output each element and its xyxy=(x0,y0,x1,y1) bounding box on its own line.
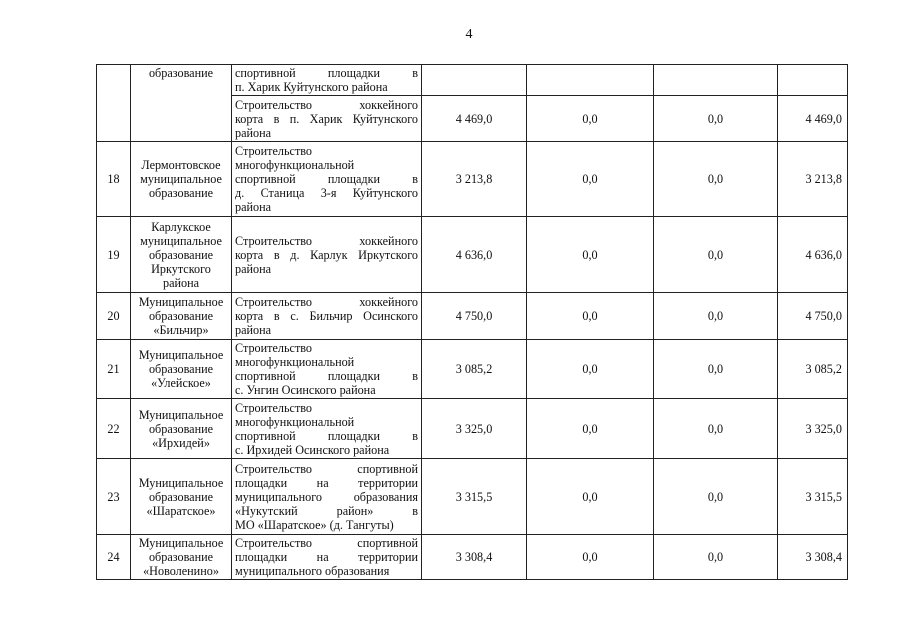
value-cell: 0,0 xyxy=(527,142,654,217)
total-cell: 3 315,5 xyxy=(422,459,527,535)
object-line: Строительство xyxy=(235,400,313,415)
org-cell xyxy=(131,293,232,340)
table-row xyxy=(97,293,848,340)
page-number: 4 xyxy=(465,27,473,42)
object-cell xyxy=(232,65,422,96)
object-cell xyxy=(232,340,422,399)
object-line: Строительство спортивной xyxy=(235,536,418,550)
blank-cell xyxy=(778,65,848,96)
object-line: корта в п. Харик Куйтунского xyxy=(235,111,418,126)
value-cell: 0,0 xyxy=(654,96,778,142)
org-line: «Ирхидей» xyxy=(152,435,210,450)
org-cell xyxy=(131,535,232,580)
table-row xyxy=(97,217,848,293)
value-cell: 4 469,0 xyxy=(778,96,848,142)
org-line: образование xyxy=(148,421,214,436)
table-row-continued xyxy=(97,65,848,96)
object-line: многофункциональной xyxy=(235,355,355,369)
row-number-cell xyxy=(97,65,131,142)
org-line: района xyxy=(162,275,200,290)
value-cell: 0,0 xyxy=(527,217,654,293)
blank-cell xyxy=(527,65,654,96)
object-line: д. Станица 3-я Куйтунского xyxy=(235,186,418,200)
value-cell: 0,0 xyxy=(654,459,778,535)
org-line: муниципальное xyxy=(140,233,222,248)
value-cell: 4 636,0 xyxy=(778,217,848,293)
object-line: района xyxy=(235,261,272,276)
org-cell xyxy=(131,65,232,142)
object-line: с. Ирхидей Осинского района xyxy=(235,442,390,457)
org-line: Иркутского xyxy=(151,261,211,276)
total-cell: 3 213,8 xyxy=(422,142,527,217)
object-line: Строительство xyxy=(235,144,313,158)
object-line: МО «Шаратское» (д. Тангуты) xyxy=(235,517,394,532)
value-cell: 3 213,8 xyxy=(778,142,848,217)
row-number-cell: 22 xyxy=(97,399,131,459)
org-line: образование xyxy=(148,362,214,376)
value-cell: 0,0 xyxy=(527,293,654,340)
row-number-cell: 20 xyxy=(97,293,131,340)
object-line: корта в с. Бильчир Осинского xyxy=(235,309,418,323)
value-cell: 0,0 xyxy=(527,535,654,580)
blank-cell xyxy=(422,65,527,96)
org-line: Муниципальное xyxy=(138,536,224,550)
org-line: «Новоленино» xyxy=(143,564,219,578)
object-line: п. Харик Куйтунского района xyxy=(235,80,388,94)
org-line: «Шаратское» xyxy=(146,503,216,518)
value-cell: 0,0 xyxy=(654,293,778,340)
org-line: Муниципальное xyxy=(138,407,224,422)
object-cell xyxy=(232,96,422,142)
org-cell xyxy=(131,399,232,459)
object-line: спортивной площадки в xyxy=(235,428,418,443)
org-cell xyxy=(131,217,232,293)
object-line: корта в д. Карлук Иркутского xyxy=(235,247,418,262)
value-cell: 4 750,0 xyxy=(778,293,848,340)
object-line: площадки на территории xyxy=(235,550,418,564)
org-cell xyxy=(131,340,232,399)
total-cell: 4 750,0 xyxy=(422,293,527,340)
object-line: спортивной площадки в xyxy=(235,369,418,383)
object-line: с. Унгин Осинского района xyxy=(235,383,376,397)
object-cell xyxy=(232,535,422,580)
org-line: муниципальное xyxy=(140,172,222,186)
value-cell: 0,0 xyxy=(654,340,778,399)
org-line: Карлукское xyxy=(151,219,211,234)
object-line: Строительство хоккейного xyxy=(235,233,418,248)
object-line: многофункциональной xyxy=(235,414,355,429)
row-number-cell: 18 xyxy=(97,142,131,217)
org-cell xyxy=(131,142,232,217)
object-line: спортивной площадки в xyxy=(235,66,418,80)
total-cell: 3 325,0 xyxy=(422,399,527,459)
value-cell: 0,0 xyxy=(654,217,778,293)
row-number-cell: 24 xyxy=(97,535,131,580)
object-line: Строительство спортивной xyxy=(235,461,418,476)
object-line: площадки на территории xyxy=(235,475,418,490)
value-cell: 0,0 xyxy=(527,459,654,535)
funding-table xyxy=(96,64,848,580)
object-line: многофункциональной xyxy=(235,158,355,172)
value-cell: 0,0 xyxy=(527,340,654,399)
org-line: образование xyxy=(148,489,214,504)
row-number-cell: 23 xyxy=(97,459,131,535)
object-cell xyxy=(232,399,422,459)
value-cell: 0,0 xyxy=(654,142,778,217)
org-line: Муниципальное xyxy=(138,475,224,490)
value-cell: 3 085,2 xyxy=(778,340,848,399)
org-line: образование xyxy=(148,186,214,200)
org-line: Лермонтовское xyxy=(141,158,221,172)
object-line: района xyxy=(235,125,272,140)
value-cell: 0,0 xyxy=(654,535,778,580)
object-line: муниципального образования xyxy=(235,564,390,578)
value-cell: 0,0 xyxy=(654,399,778,459)
org-line: Муниципальное xyxy=(138,295,224,309)
object-cell xyxy=(232,217,422,293)
object-line: муниципального образования xyxy=(235,489,418,504)
table-row xyxy=(97,535,848,580)
table-row xyxy=(97,142,848,217)
value-cell: 3 308,4 xyxy=(778,535,848,580)
row-number-cell: 19 xyxy=(97,217,131,293)
table-row xyxy=(97,340,848,399)
org-line: образование xyxy=(148,550,214,564)
object-cell xyxy=(232,459,422,535)
total-cell: 3 308,4 xyxy=(422,535,527,580)
object-line: района xyxy=(235,323,272,337)
org-line: образование xyxy=(148,309,214,323)
object-line: «Нукутский район» в xyxy=(235,503,418,518)
row-number-cell: 21 xyxy=(97,340,131,399)
total-cell: 4 469,0 xyxy=(422,96,527,142)
value-cell: 0,0 xyxy=(527,96,654,142)
org-line: «Бильчир» xyxy=(153,323,209,337)
org-line: образование xyxy=(148,247,214,262)
object-line: Строительство xyxy=(235,341,313,355)
object-line: Строительство хоккейного xyxy=(235,295,418,309)
value-cell: 3 325,0 xyxy=(778,399,848,459)
org-cell xyxy=(131,459,232,535)
object-line: района xyxy=(235,200,272,214)
table-row xyxy=(97,399,848,459)
org-fragment: образование xyxy=(148,66,214,80)
total-cell: 3 085,2 xyxy=(422,340,527,399)
value-cell: 0,0 xyxy=(527,399,654,459)
blank-cell xyxy=(654,65,778,96)
total-cell: 4 636,0 xyxy=(422,217,527,293)
org-line: Муниципальное xyxy=(138,348,224,362)
object-line: Строительство хоккейного xyxy=(235,97,418,112)
object-cell xyxy=(232,293,422,340)
value-cell: 3 315,5 xyxy=(778,459,848,535)
table-row xyxy=(97,459,848,535)
org-line: «Улейское» xyxy=(151,376,211,390)
object-cell xyxy=(232,142,422,217)
object-line: спортивной площадки в xyxy=(235,172,418,186)
